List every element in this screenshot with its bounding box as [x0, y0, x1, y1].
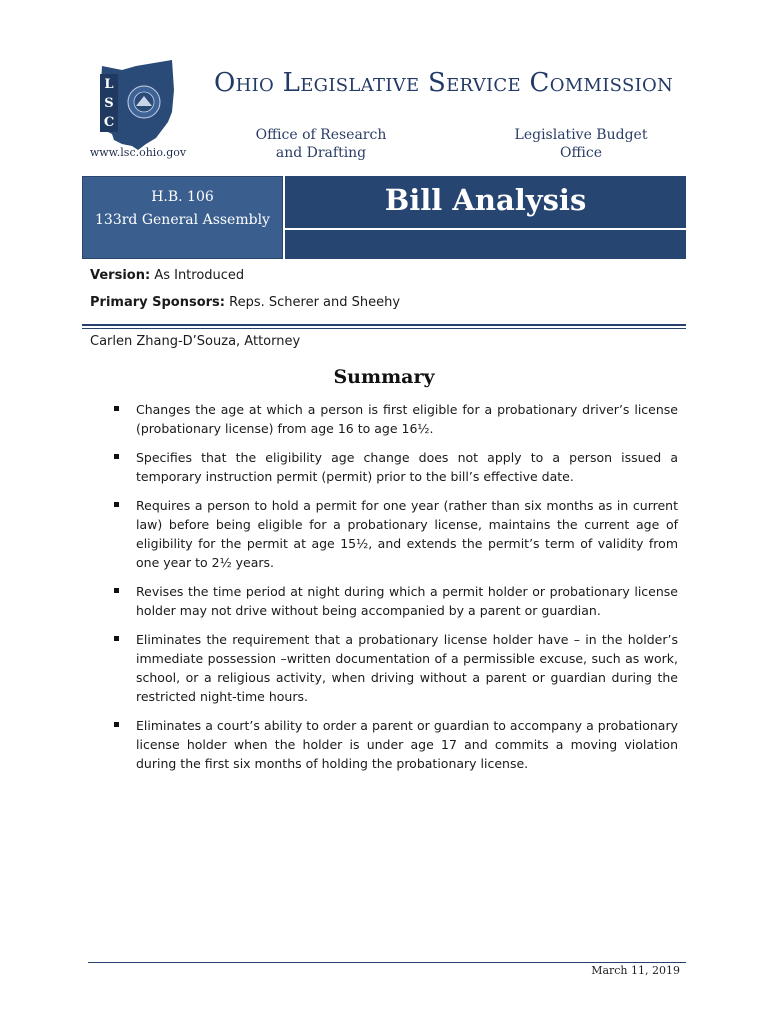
general-assembly: 133rd General Assembly	[95, 212, 270, 228]
website-url: www.lsc.ohio.gov	[89, 146, 187, 159]
ohio-state-logo-icon	[98, 60, 184, 156]
list-item	[112, 630, 678, 706]
bullet-text: Specifies that the eligibility age change does not apply to a person issued a temporary instruction permit (permit) prior to the bill’s effective date.	[136, 450, 678, 484]
sponsors-label: Primary Sponsors:	[90, 295, 225, 310]
document-title: Bill Analysis	[384, 183, 587, 217]
summary-heading: Summary	[333, 366, 435, 388]
divider	[82, 324, 686, 326]
bullet-text: Revises the time period at night during which a permit holder or probationary license holder may not drive without being accompanied by a parent or guardian.	[136, 584, 678, 618]
bullet-square-icon	[114, 636, 119, 641]
footer-date: March 11, 2019	[591, 964, 680, 977]
banner-lower-panel	[285, 230, 686, 259]
list-item	[112, 716, 678, 773]
list-item	[112, 448, 678, 486]
office-line: Office of Research	[255, 127, 387, 143]
office-line: Legislative Budget	[514, 127, 648, 143]
bullet-square-icon	[114, 406, 119, 411]
bullet-text: Eliminates a court’s ability to order a parent or guardian to accompany a probationary license holder when the holder is under age 17 and commits a moving violation during the first six months of holding the probationary license.	[136, 718, 678, 771]
version-label: Version:	[90, 268, 151, 283]
version-value: As Introduced	[154, 268, 245, 283]
bullet-square-icon	[114, 722, 119, 727]
version-line	[90, 268, 244, 283]
bullet-text: Requires a person to hold a permit for one year (rather than six months as in current law) before being eligible for a probationary license, maintains the current age of eligibility for the permit at age 15½, and extends the permit’s term of validity from one year to 2½ years.	[136, 498, 678, 570]
sponsors-value: Reps. Scherer and Sheehy	[229, 295, 401, 310]
list-item	[112, 400, 678, 438]
commission-title: Ohio Legislative Service Commission	[214, 68, 674, 98]
logo-letter: L	[104, 77, 114, 92]
author-line: Carlen Zhang-D’Souza, Attorney	[90, 334, 301, 349]
logo-letter: S	[104, 96, 114, 111]
bullet-text: Eliminates the requirement that a probationary license holder have – in the holder’s immediate possession –written documentation of a permissible excuse, such as work, school, or a religious activity, when driving without a parent or guardian during the restricted night-time hours.	[136, 632, 678, 704]
logo-letter: C	[103, 115, 115, 130]
office-line: Office	[559, 145, 603, 161]
bullet-square-icon	[114, 454, 119, 459]
office-research-drafting	[246, 126, 396, 162]
footer-divider	[88, 962, 686, 963]
bill-banner	[82, 176, 686, 259]
divider	[82, 328, 686, 329]
list-item	[112, 582, 678, 620]
office-line: and Drafting	[275, 145, 367, 161]
bill-number: H.B. 106	[151, 189, 214, 205]
bullet-square-icon	[114, 588, 119, 593]
sponsors-line	[90, 295, 400, 310]
bullet-square-icon	[114, 502, 119, 507]
summary-list	[112, 400, 678, 783]
office-budget	[506, 126, 656, 162]
bullet-text: Changes the age at which a person is first eligible for a probationary driver’s license (probationary license) from age 16 to age 16½.	[136, 402, 678, 436]
list-item	[112, 496, 678, 572]
